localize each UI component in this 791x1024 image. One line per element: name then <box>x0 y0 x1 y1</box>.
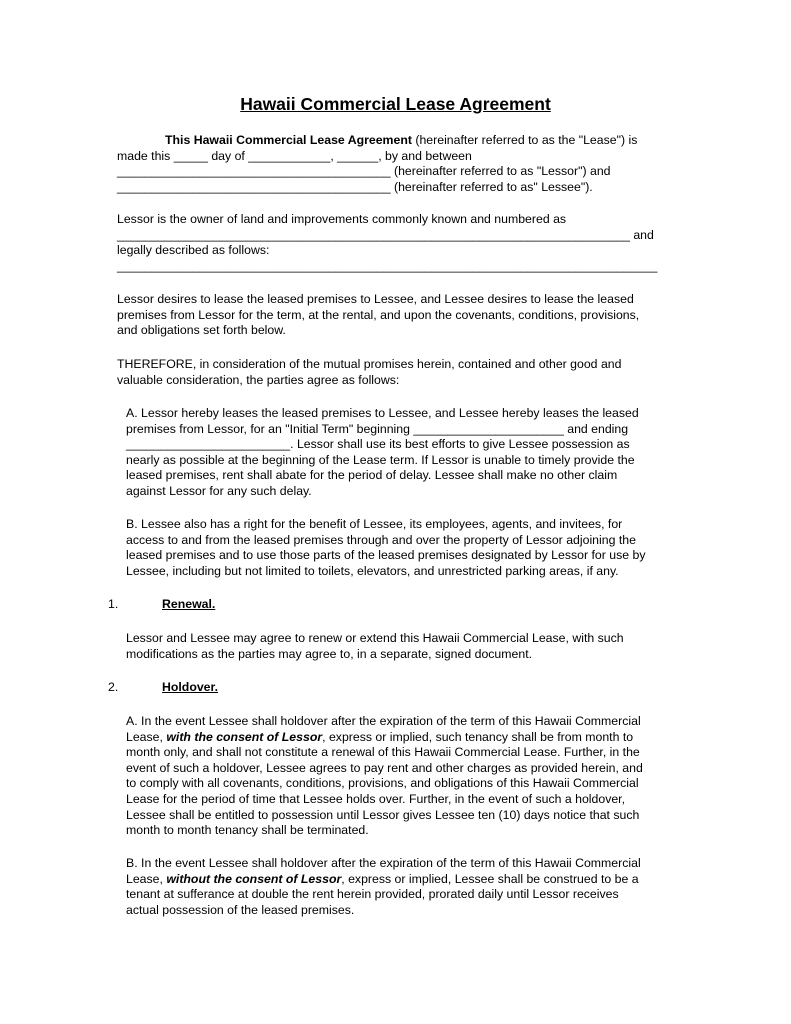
holdover-a-paragraph <box>126 714 682 839</box>
clause-a-paragraph <box>126 406 682 500</box>
desire-line-3: and obligations set forth below. <box>117 323 286 338</box>
section-1-number: 1. <box>108 597 119 611</box>
premises-line-4: _______________________________________________________________________________ <box>117 258 658 273</box>
clause-b-line-1: B. Lessee also has a right for the benefit of Lessee, its employees, agents, and invitees, for <box>126 517 623 531</box>
premises-line-3: legally described as follows: <box>117 243 270 258</box>
premises-line-1: Lessor is the owner of land and improvements commonly known and numbered as <box>117 212 567 226</box>
section-2-title: Holdover. <box>162 680 219 694</box>
intro-bold-lead: This Hawaii Commercial Lease Agreement <box>165 133 412 147</box>
holdover-a-line-2: Lease, with the consent of Lessor, express or implied, such tenancy shall be from month to <box>126 729 634 744</box>
consent-emphasis: with the consent of Lessor <box>166 729 323 744</box>
clause-b-line-3: leased premises and to use those parts of the leased premises designated by Lessor for use by <box>126 548 646 563</box>
clause-b-paragraph <box>126 517 682 579</box>
holdover-b-paragraph <box>126 856 682 918</box>
holdover-a-line-8: month to month tenancy shall be terminated. <box>126 823 369 838</box>
holdover-b-line-1: B. In the event Lessee shall holdover after the expiration of the term of this Hawaii Commercial <box>126 856 641 870</box>
holdover-b-line-3: tenant at sufferance at double the rent herein provided, prorated daily until Lessor receives <box>126 887 619 902</box>
clause-b-line-4: Lessee, including but not limited to toilets, elevators, and unrestricted parking areas, if any. <box>126 563 619 578</box>
holdover-b-line-4: actual possession of the leased premises. <box>126 902 355 917</box>
therefore-line-1: THEREFORE, in consideration of the mutual promises herein, contained and other good and <box>117 357 622 371</box>
desire-line-1: Lessor desires to lease the leased premises to Lessee, and Lessee desires to lease the leased <box>117 292 634 306</box>
therefore-paragraph <box>117 357 677 388</box>
clause-a-line-6: against Lessor for any such delay. <box>126 483 312 498</box>
intro-line-3: ________________________________________ (hereinafter referred to as "Lessor") and <box>117 164 611 179</box>
holdover-a-line-1: A. In the event Lessee shall holdover after the expiration of the term of this Hawaii Commercial <box>126 714 641 728</box>
intro-line-2: made this _____ day of ____________, ______, by and between <box>117 148 472 163</box>
holdover-b-line-2: Lease, without the consent of Lessor, express or implied, Lessee shall be construed to be a <box>126 871 639 886</box>
holdover-a-line-6: Lease for the period of time that Lessee holds over. Further, in the event of such a holdover, <box>126 791 626 806</box>
intro-line-1: This Hawaii Commercial Lease Agreement (hereinafter referred to as the "Lease") is <box>165 133 638 147</box>
holdover-a-line-3: month only, and shall not constitute a renewal of this Hawaii Commercial Lease. Further, in the <box>126 745 640 760</box>
desire-line-2: premises from Lessor for the term, at the rental, and upon the covenants, conditions, provisions, <box>117 307 640 322</box>
intro-line-4: ________________________________________ (hereinafter referred to as" Lessee"). <box>117 179 593 194</box>
holdover-a-line-5: to comply with all covenants, conditions, provisions, and obligations of this Hawaii Commercial <box>126 776 639 791</box>
holdover-a-line-7: Lessee shall be entitled to possession until Lessor gives Lessee ten (10) days notice that such <box>126 807 640 822</box>
therefore-line-2: valuable consideration, the parties agree as follows: <box>117 372 400 387</box>
section-1-heading <box>108 597 308 613</box>
holdover-a-line-4: event of such a holdover, Lessee agrees to pay rent and other charges as provided herein, and <box>126 760 643 775</box>
document-title: Hawaii Commercial Lease Agreement <box>240 94 551 114</box>
section-2-number: 2. <box>108 680 119 694</box>
section-2-heading <box>108 680 308 696</box>
no-consent-emphasis: without the consent of Lessor <box>166 871 342 886</box>
section-1-line-2: modifications as the parties may agree to, in a separate, signed document. <box>126 646 533 661</box>
clause-b-line-2: access to and from the leased premises through and over the property of Lessor adjoining the <box>126 532 636 547</box>
premises-paragraph <box>117 212 677 274</box>
desire-paragraph <box>117 292 677 339</box>
clause-a-line-1: A. Lessor hereby leases the leased premises to Lessee, and Lessee hereby leases the leased <box>126 406 639 420</box>
section-1-title: Renewal. <box>162 597 216 611</box>
clause-a-line-2: premises from Lessor, for an "Initial Term" beginning ______________________ and ending <box>126 421 629 436</box>
premises-line-2: ___________________________________________________________________________ and <box>117 227 654 242</box>
clause-a-line-4: nearly as possible at the beginning of the Lease term. If Lessor is unable to timely provide the <box>126 452 635 467</box>
intro-paragraph <box>117 133 677 195</box>
clause-a-line-5: leased premises, rent shall abate for the period of delay. Lessee shall make no other claim <box>126 468 618 483</box>
clause-a-line-3: ________________________. Lessor shall use its best efforts to give Lessee possession as <box>126 437 630 452</box>
section-1-body <box>126 631 682 662</box>
section-1-line-1: Lessor and Lessee may agree to renew or extend this Hawaii Commercial Lease, with such <box>126 631 624 645</box>
